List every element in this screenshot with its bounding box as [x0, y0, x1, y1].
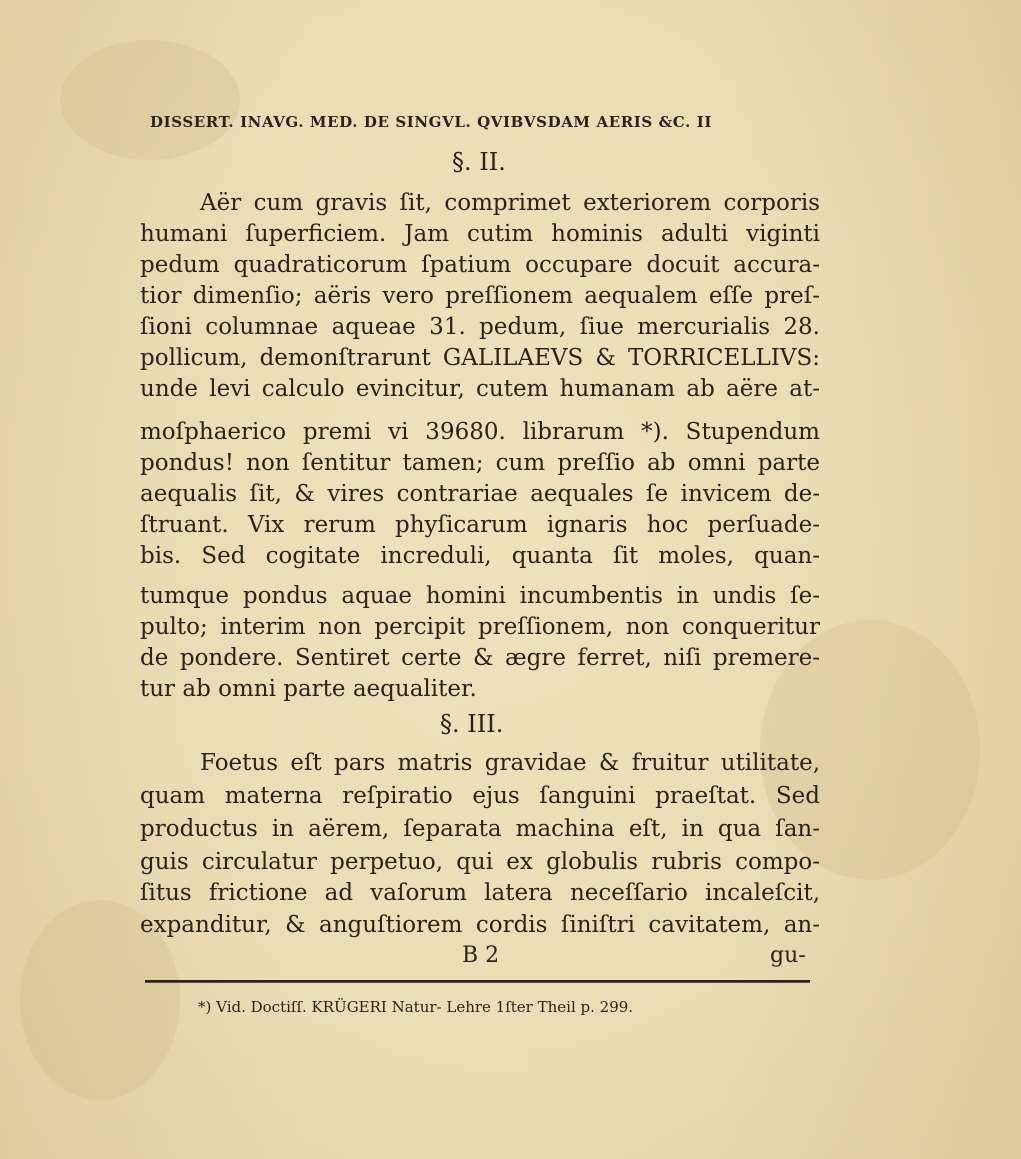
text-line: ſioni columnae aqueae 31. pedum, ſiue mercurialis 28.: [140, 314, 820, 340]
text-line: productus in aërem, ſeparata machina eſt, in qua ſan-: [140, 816, 820, 842]
text-line: tur ab omni parte aequaliter.: [140, 676, 477, 702]
text-line: Foetus eſt pars matris gravidae & fruitur utilitate,: [200, 750, 820, 776]
text-line: Aër cum gravis ſit, comprimet exteriorem corporis: [200, 190, 820, 216]
running-head: DISSERT. INAVG. MED. DE SINGVL. QVIBVSDAM AERIS &C. II: [150, 113, 712, 131]
text-line: pondus! non ſentitur tamen; cum preſſio ab omni parte: [140, 450, 820, 476]
footnote-rule: [145, 980, 810, 983]
text-line: humani ſuperficiem. Jam cutim hominis adulti viginti: [140, 221, 820, 247]
text-line: moſphaerico premi vi 39680. librarum *). Stupendum: [140, 419, 820, 445]
text-line: pollicum, demonſtrarunt GALILAEVS & TORRICELLIVS:: [140, 345, 820, 371]
text-line: pedum quadraticorum ſpatium occupare docuit accura-: [140, 252, 820, 278]
text-line: de pondere. Sentiret certe & ægre ferret, niſi premere-: [140, 645, 820, 671]
text-line: bis. Sed cogitate increduli, quanta ſit moles, quan-: [140, 543, 820, 569]
text-line: aequalis ſit, & vires contrariae aequales ſe invicem de-: [140, 481, 820, 507]
section-heading: §. III.: [440, 710, 504, 738]
text-line: quam materna reſpiratio ejus ſanguini praeſtat. Sed: [140, 783, 820, 809]
catchword: gu-: [770, 943, 806, 968]
text-line: tumque pondus aquae homini incumbentis in undis ſe-: [140, 583, 820, 609]
text-line: unde levi calculo evincitur, cutem humanam ab aëre at-: [140, 376, 820, 402]
text-line: pulto; interim non percipit preſſionem, non conqueritur: [140, 614, 820, 640]
text-line: ſtruant. Vix rerum phyſicarum ignaris hoc perſuade-: [140, 512, 820, 538]
text-line: expanditur, & anguſtiorem cordis ſiniſtri cavitatem, an-: [140, 912, 820, 938]
text-line: guis circulatur perpetuo, qui ex globulis rubris compo-: [140, 849, 820, 875]
paper-stain: [60, 40, 240, 160]
text-line: tior dimenſio; aëris vero preſſionem aequalem eſſe preſ-: [140, 283, 820, 309]
text-line: ſitus frictione ad vaſorum latera neceſſario incaleſcit,: [140, 880, 820, 906]
page-signature: B 2: [462, 943, 500, 968]
footnote: *) Vid. Doctiſſ. KRÜGERI Natur- Lehre 1ſter Theil p. 299.: [198, 998, 634, 1016]
section-heading: §. II.: [452, 148, 506, 176]
